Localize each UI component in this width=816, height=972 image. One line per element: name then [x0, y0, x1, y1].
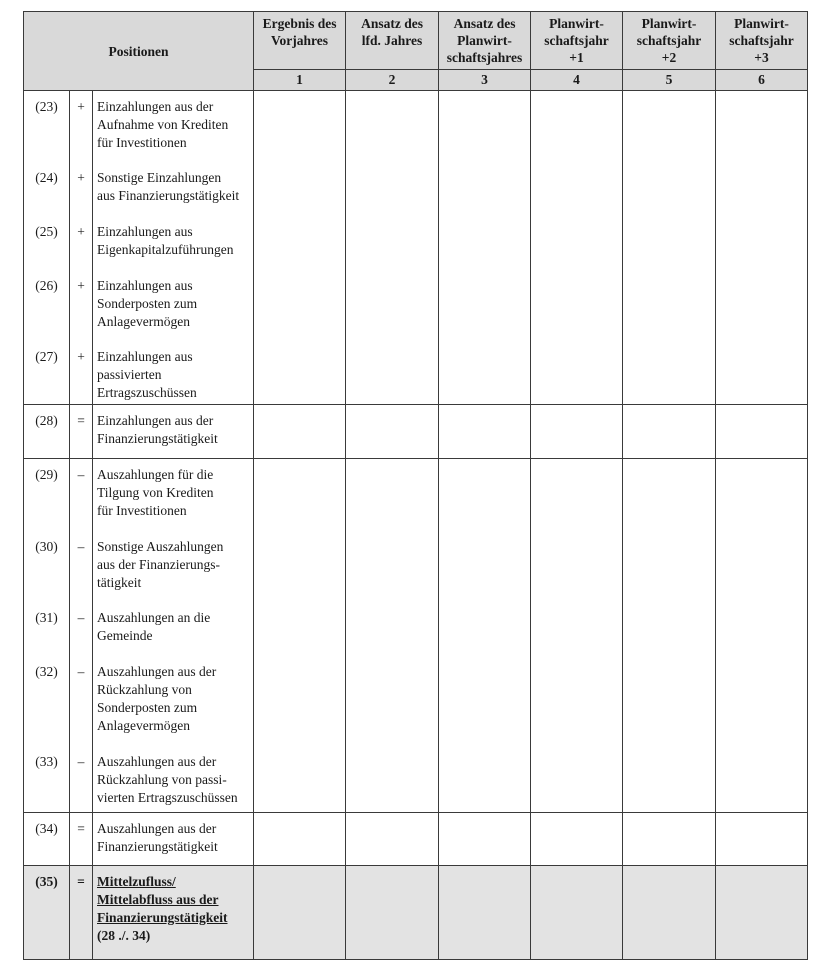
value-cell-col-6[interactable]: [716, 813, 808, 866]
value-cell-col-6[interactable]: [716, 162, 808, 216]
value-cell-col-3[interactable]: [439, 656, 531, 746]
value-cell-col-6[interactable]: [716, 531, 808, 602]
col-header-1: Ergebnis des Vorjahres: [254, 12, 346, 70]
value-cell-col-4[interactable]: [531, 270, 623, 341]
position-label-line: Auszahlungen aus der: [97, 821, 217, 836]
table-row: [24, 270, 808, 341]
position-number: (32): [24, 656, 70, 746]
value-cell-col-5[interactable]: [623, 216, 716, 270]
value-cell-col-2[interactable]: [346, 270, 439, 341]
position-label-line: vierten Ertragszuschüssen: [97, 789, 238, 805]
value-cell-col-1[interactable]: [254, 91, 346, 162]
value-cell-col-5[interactable]: [623, 656, 716, 746]
value-cell-col-6[interactable]: [716, 746, 808, 813]
position-number: (25): [24, 216, 70, 270]
col-header-5: Planwirt- schaftsjahr +2: [623, 12, 716, 70]
position-number: (33): [24, 746, 70, 813]
value-cell-col-5[interactable]: [623, 270, 716, 341]
position-label: [93, 746, 254, 813]
table-row: [24, 341, 808, 405]
position-number: (27): [24, 341, 70, 405]
value-cell-col-2[interactable]: [346, 341, 439, 405]
position-sign: =: [70, 866, 93, 960]
position-sign: +: [70, 216, 93, 270]
position-label-line: Aufnahme von Krediten: [97, 117, 229, 132]
value-cell-col-4[interactable]: [531, 91, 623, 162]
position-label: [93, 531, 254, 602]
value-cell-col-1[interactable]: [254, 216, 346, 270]
position-label: [93, 162, 254, 216]
position-label-line: (28 ./. 34): [97, 928, 151, 943]
position-label-line: passivierten: [97, 366, 162, 382]
value-cell-col-1[interactable]: [254, 866, 346, 960]
financing-table-sheet: [23, 11, 807, 960]
position-label-line: Tilgung von Krediten: [97, 485, 214, 500]
position-label-line: Rückzahlung von: [97, 681, 192, 697]
position-label-line: Ertragszuschüssen: [97, 384, 197, 400]
value-cell-col-5[interactable]: [623, 459, 716, 531]
value-cell-col-6[interactable]: [716, 656, 808, 746]
value-cell-col-4[interactable]: [531, 162, 623, 216]
value-cell-col-5[interactable]: [623, 91, 716, 162]
col-header-2: Ansatz des lfd. Jahres: [346, 12, 439, 70]
positionen-header: Positionen: [24, 12, 254, 91]
value-cell-col-1[interactable]: [254, 602, 346, 656]
table-row: [24, 162, 808, 216]
value-cell-col-2[interactable]: [346, 602, 439, 656]
value-cell-col-3[interactable]: [439, 866, 531, 960]
value-cell-col-6[interactable]: [716, 459, 808, 531]
value-cell-col-2[interactable]: [346, 866, 439, 960]
position-label: [93, 270, 254, 341]
col-number-2: 2: [346, 70, 439, 91]
position-label-line: Mittelabfluss aus der: [97, 892, 219, 907]
position-label-line: für Investitionen: [97, 135, 187, 150]
position-label: [93, 866, 254, 960]
value-cell-col-1[interactable]: [254, 270, 346, 341]
position-label-line: Anlagevermögen: [97, 313, 190, 329]
position-number: (34): [24, 813, 70, 866]
position-label-line: Mittelzufluss/: [97, 874, 176, 889]
position-label-line: tätigkeit: [97, 574, 142, 590]
col-header-4: Planwirt- schaftsjahr +1: [531, 12, 623, 70]
value-cell-col-1[interactable]: [254, 341, 346, 405]
value-cell-col-1[interactable]: [254, 656, 346, 746]
position-label-line: Einzahlungen aus der: [97, 99, 214, 114]
value-cell-col-6[interactable]: [716, 405, 808, 459]
value-cell-col-5[interactable]: [623, 866, 716, 960]
position-label-line: Einzahlungen aus: [97, 348, 193, 364]
position-label-line: aus der Finanzierungs-: [97, 556, 220, 572]
value-cell-col-6[interactable]: [716, 341, 808, 405]
position-label-line: Einzahlungen aus der: [97, 413, 214, 428]
position-sign: =: [70, 813, 93, 866]
col-number-1: 1: [254, 70, 346, 91]
position-number: (26): [24, 270, 70, 341]
position-number: (28): [24, 405, 70, 459]
table-row: [24, 866, 808, 960]
position-label-line: Auszahlungen aus der: [97, 663, 217, 679]
value-cell-col-5[interactable]: [623, 405, 716, 459]
position-sign: =: [70, 405, 93, 459]
position-label: [93, 341, 254, 405]
header-row: [24, 12, 808, 70]
value-cell-col-3[interactable]: [439, 216, 531, 270]
value-cell-col-4[interactable]: [531, 602, 623, 656]
value-cell-col-5[interactable]: [623, 813, 716, 866]
position-label-line: Sonderposten zum: [97, 699, 198, 715]
financing-table: [23, 11, 808, 960]
value-cell-col-4[interactable]: [531, 746, 623, 813]
position-label-line: Eigenkapitalzuführungen: [97, 241, 234, 257]
value-cell-col-4[interactable]: [531, 341, 623, 405]
table-row: [24, 216, 808, 270]
value-cell-col-6[interactable]: [716, 91, 808, 162]
col-number-4: 4: [531, 70, 623, 91]
value-cell-col-2[interactable]: [346, 531, 439, 602]
value-cell-col-3[interactable]: [439, 746, 531, 813]
position-label-line: für Investitionen: [97, 503, 187, 518]
value-cell-col-2[interactable]: [346, 656, 439, 746]
table-row: [24, 656, 808, 746]
position-label-line: Finanzierungstätigkeit: [97, 839, 218, 854]
position-label-line: Auszahlungen an die: [97, 609, 211, 625]
value-cell-col-1[interactable]: [254, 405, 346, 459]
value-cell-col-3[interactable]: [439, 602, 531, 656]
position-label-line: Auszahlungen aus der: [97, 753, 217, 769]
value-cell-col-3[interactable]: [439, 341, 531, 405]
value-cell-col-4[interactable]: [531, 813, 623, 866]
table-row: [24, 405, 808, 459]
position-label: [93, 813, 254, 866]
value-cell-col-3[interactable]: [439, 531, 531, 602]
value-cell-col-1[interactable]: [254, 813, 346, 866]
position-sign: +: [70, 162, 93, 216]
value-cell-col-6[interactable]: [716, 270, 808, 341]
table-row: [24, 813, 808, 866]
col-header-3: Ansatz des Planwirt- schaftsjahres: [439, 12, 531, 70]
value-cell-col-6[interactable]: [716, 602, 808, 656]
position-label: [93, 656, 254, 746]
position-sign: –: [70, 531, 93, 602]
position-number: (24): [24, 162, 70, 216]
value-cell-col-4[interactable]: [531, 531, 623, 602]
table-row: [24, 531, 808, 602]
position-label-line: Finanzierungstätigkeit: [97, 910, 228, 925]
value-cell-col-3[interactable]: [439, 91, 531, 162]
value-cell-col-5[interactable]: [623, 531, 716, 602]
value-cell-col-3[interactable]: [439, 405, 531, 459]
value-cell-col-4[interactable]: [531, 656, 623, 746]
col-number-6: 6: [716, 70, 808, 91]
value-cell-col-5[interactable]: [623, 341, 716, 405]
value-cell-col-2[interactable]: [346, 405, 439, 459]
position-sign: +: [70, 341, 93, 405]
position-number: (30): [24, 531, 70, 602]
value-cell-col-5[interactable]: [623, 162, 716, 216]
position-label: [93, 459, 254, 531]
value-cell-col-1[interactable]: [254, 459, 346, 531]
position-label: [93, 405, 254, 459]
table-body: [24, 91, 808, 960]
position-label: [93, 602, 254, 656]
value-cell-col-2[interactable]: [346, 162, 439, 216]
position-sign: –: [70, 459, 93, 531]
position-label-line: Einzahlungen aus: [97, 277, 193, 293]
table-row: [24, 602, 808, 656]
value-cell-col-1[interactable]: [254, 162, 346, 216]
position-label: [93, 91, 254, 162]
position-label-line: Sonstige Auszahlungen: [97, 538, 224, 554]
position-number: (35): [24, 866, 70, 960]
position-number: (23): [24, 91, 70, 162]
value-cell-col-4[interactable]: [531, 405, 623, 459]
position-sign: +: [70, 91, 93, 162]
position-label-line: Sonderposten zum: [97, 295, 198, 311]
value-cell-col-6[interactable]: [716, 866, 808, 960]
col-number-3: 3: [439, 70, 531, 91]
value-cell-col-6[interactable]: [716, 216, 808, 270]
position-number: (29): [24, 459, 70, 531]
position-sign: –: [70, 656, 93, 746]
table-row: [24, 91, 808, 162]
position-label: [93, 216, 254, 270]
value-cell-col-1[interactable]: [254, 531, 346, 602]
value-cell-col-3[interactable]: [439, 162, 531, 216]
value-cell-col-2[interactable]: [346, 746, 439, 813]
value-cell-col-3[interactable]: [439, 270, 531, 341]
value-cell-col-4[interactable]: [531, 216, 623, 270]
position-number: (31): [24, 602, 70, 656]
value-cell-col-2[interactable]: [346, 91, 439, 162]
position-label-line: Gemeinde: [97, 627, 153, 643]
value-cell-col-2[interactable]: [346, 459, 439, 531]
value-cell-col-3[interactable]: [439, 813, 531, 866]
position-label-line: aus Finanzierungstätigkeit: [97, 187, 240, 203]
value-cell-col-3[interactable]: [439, 459, 531, 531]
position-label-line: Auszahlungen für die: [97, 467, 214, 482]
value-cell-col-2[interactable]: [346, 216, 439, 270]
position-label-line: Anlagevermögen: [97, 717, 190, 733]
value-cell-col-5[interactable]: [623, 602, 716, 656]
value-cell-col-2[interactable]: [346, 813, 439, 866]
position-sign: –: [70, 746, 93, 813]
position-sign: +: [70, 270, 93, 341]
col-header-6: Planwirt- schaftsjahr +3: [716, 12, 808, 70]
value-cell-col-5[interactable]: [623, 746, 716, 813]
table-row: [24, 746, 808, 813]
value-cell-col-4[interactable]: [531, 459, 623, 531]
position-label-line: Rückzahlung von passi-: [97, 771, 227, 787]
position-label-line: Sonstige Einzahlungen: [97, 169, 222, 185]
table-row: [24, 459, 808, 531]
position-label-line: Finanzierungstätigkeit: [97, 431, 218, 446]
col-number-5: 5: [623, 70, 716, 91]
value-cell-col-4[interactable]: [531, 866, 623, 960]
position-sign: –: [70, 602, 93, 656]
position-label-line: Einzahlungen aus: [97, 223, 193, 239]
value-cell-col-1[interactable]: [254, 746, 346, 813]
